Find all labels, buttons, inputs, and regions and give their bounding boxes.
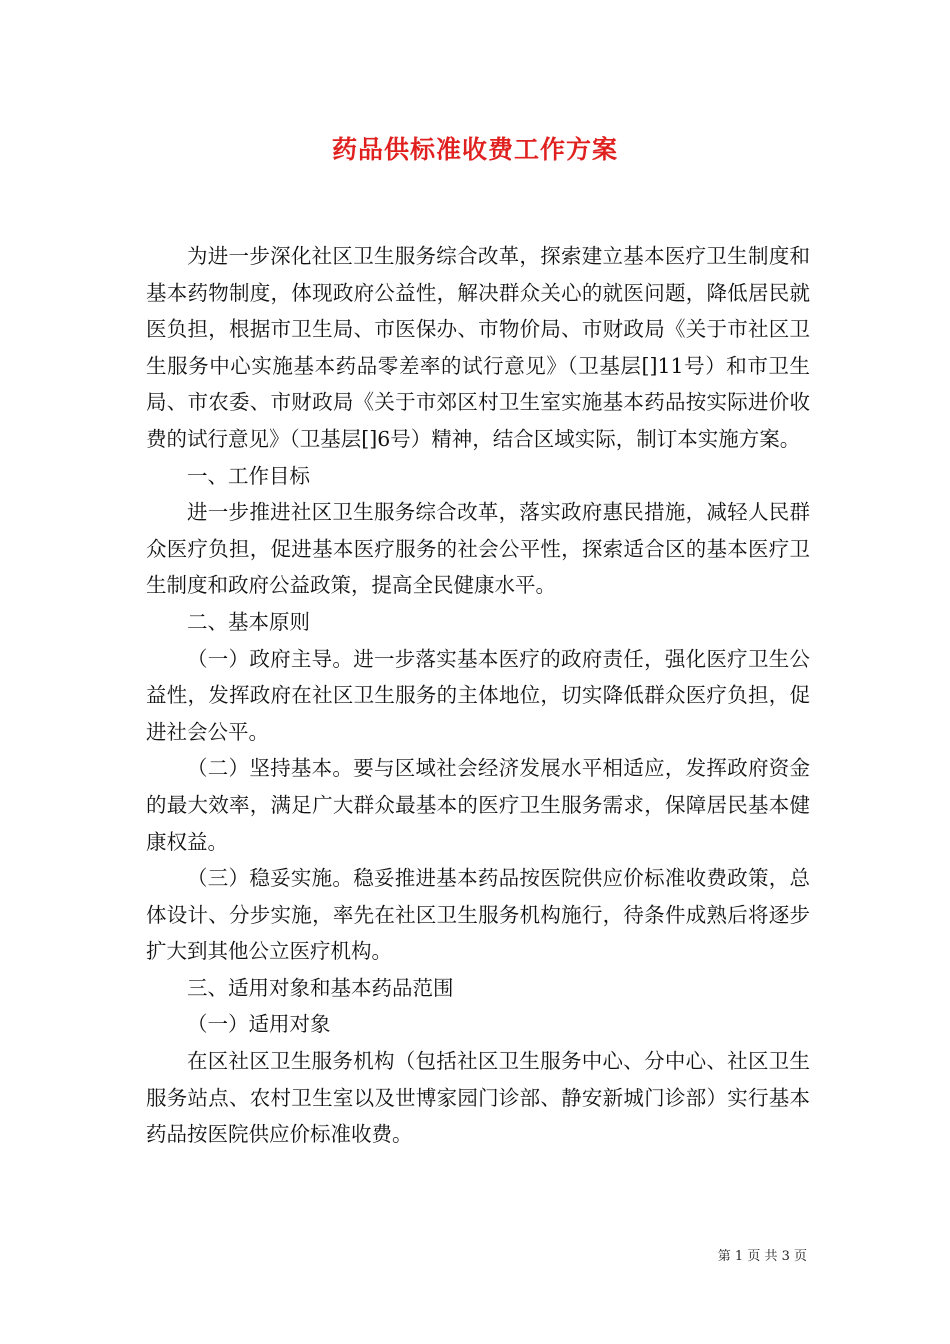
paragraph-work-goal: 进一步推进社区卫生服务综合改革，落实政府惠民措施，减轻人民群众医疗负担，促进基本医疗服务的社会公平性，探索适合区的基本医疗卫生制度和政府公益政策，提高全民健康水平。 (146, 500, 810, 598)
heading-work-goal: 一、工作目标 (187, 463, 310, 488)
paragraph-applicable-objects: 在区社区卫生服务机构（包括社区卫生服务中心、分中心、社区卫生服务站点、农村卫生室以及世博家园门诊部、静安新城门诊部）实行基本药品按医院供应价标准收费。 (146, 1049, 810, 1147)
heading-scope: 三、适用对象和基本药品范围 (187, 975, 454, 1000)
paragraph-principle-2: （二）坚持基本。要与区域社会经济发展水平相适应，发挥政府资金的最大效率，满足广大群众最基本的医疗卫生服务需求，保障居民基本健康权益。 (146, 756, 810, 854)
document-body (146, 238, 810, 1153)
paragraph-principle-1: （一）政府主导。进一步落实基本医疗的政府责任，强化医疗卫生公益性，发挥政府在社区卫生服务的主体地位，切实降低群众医疗负担，促进社会公平。 (146, 646, 810, 744)
page-number: 第 1 页 共 3 页 (717, 1249, 807, 1264)
document-title: 药品供标准收费工作方案 (331, 135, 618, 164)
paragraph-principle-3: （三）稳妥实施。稳妥推进基本药品按医院供应价标准收费政策，总体设计、分步实施，率先在社区卫生服务机构施行，待条件成熟后将逐步扩大到其他公立医疗机构。 (146, 866, 810, 964)
paragraph-intro: 为进一步深化社区卫生服务综合改革，探索建立基本医疗卫生制度和基本药物制度，体现政府公益性，解决群众关心的就医问题，降低居民就医负担，根据市卫生局、市医保办、市物价局、市财政局《关于市社区卫生服务中心实施基本药品零差率的试行意见》（卫基层[]11号）和市卫生局、市农委、市财政局《关于市郊区村卫生室实施基本药品按实际进价收费的试行意见》（卫基层[]6号）精神，结合区域实际，制订本实施方案。 (146, 244, 810, 451)
heading-basic-principles: 二、基本原则 (187, 609, 310, 634)
subheading-applicable-objects: （一）适用对象 (187, 1012, 331, 1037)
